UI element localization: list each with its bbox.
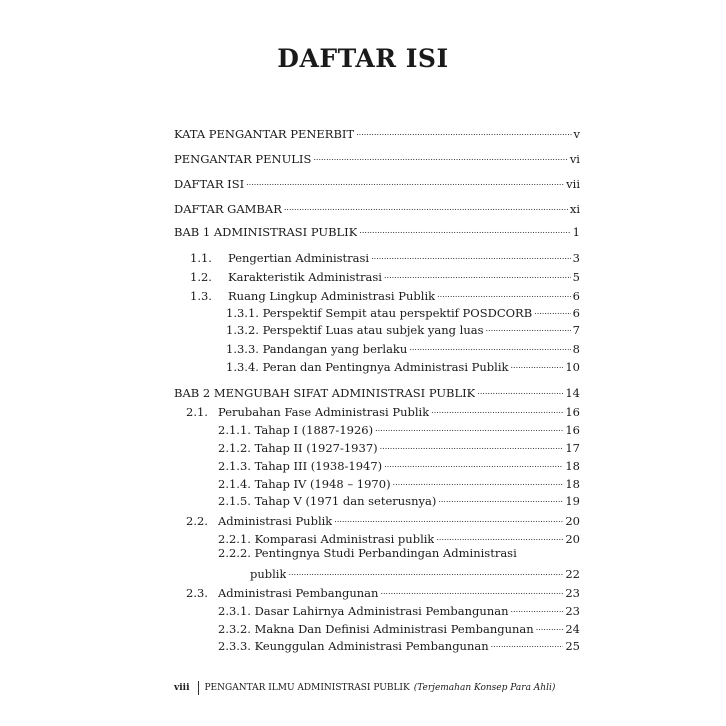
toc-section-entry[interactable]: 2.1. Perubahan Fase Administrasi Publik ..... 16 <box>186 402 580 419</box>
toc-chapter-entry[interactable]: BAB 1 ADMINISTRASI PUBLIK ..... 1 <box>174 222 580 239</box>
running-title: PENGANTAR ILMU ADMINISTRASI PUBLIK <box>204 683 410 693</box>
toc-section-entry[interactable]: 1.2. Karakteristik Administrasi ..... 5 <box>190 267 580 284</box>
page-title: DAFTAR ISI <box>277 44 449 73</box>
toc-section-entry[interactable]: 2.2. Administrasi Publik ..... 20 <box>186 511 580 528</box>
toc-section-entry[interactable]: 2.3. Administrasi Pembangunan ..... 23 <box>186 583 580 600</box>
toc-section-entry[interactable]: 1.1. Pengertian Administrasi ..... 3 <box>190 248 580 265</box>
toc-subsection-entry[interactable]: 1.3.1. Perspektif Sempit atau perspektif POSDCORB ..... 6 <box>226 303 580 320</box>
toc-subsection-entry[interactable]: 2.1.3. Tahap III (1938-1947) ..... 18 <box>218 456 580 473</box>
toc-subsection-entry-line1[interactable]: 2.2.2. Pentingnya Studi Perbandingan Administrasi <box>218 546 517 560</box>
toc-chapter-entry[interactable]: BAB 2 MENGUBAH SIFAT ADMINISTRASI PUBLIK ..... 14 <box>174 383 580 400</box>
page-footer <box>174 681 555 695</box>
toc-subsection-entry[interactable]: 2.3.2. Makna Dan Definisi Administrasi Pembangunan ..... 24 <box>218 619 580 636</box>
toc-subsection-entry[interactable]: 2.1.2. Tahap II (1927-1937) ..... 17 <box>218 438 580 455</box>
toc-entry[interactable]: DAFTAR ISI ..... vii <box>174 174 580 191</box>
toc-subsection-entry[interactable]: 2.3.3. Keunggulan Administrasi Pembangunan ..... 25 <box>218 636 580 653</box>
toc-entry[interactable]: KATA PENGANTAR PENERBIT ..... v <box>174 124 580 141</box>
toc-subsection-entry[interactable]: 1.3.2. Perspektif Luas atau subjek yang luas ..... 7 <box>226 320 580 337</box>
toc-subsection-entry[interactable]: 2.1.1. Tahap I (1887-1926) ..... 16 <box>218 420 580 437</box>
toc-subsection-entry[interactable]: 2.1.5. Tahap V (1971 dan seterusnya) ..... 19 <box>218 491 580 508</box>
toc-entry[interactable]: PENGANTAR PENULIS ..... vi <box>174 149 580 166</box>
toc-section-entry[interactable]: 1.3. Ruang Lingkup Administrasi Publik ..... 6 <box>190 286 580 303</box>
toc-entry[interactable]: DAFTAR GAMBAR ..... xi <box>174 199 580 216</box>
toc-subsection-entry[interactable]: 1.3.4. Peran dan Pentingnya Administrasi Publik ..... 10 <box>226 357 580 374</box>
page-number: viii <box>174 683 190 693</box>
toc-subsection-entry[interactable]: 1.3.3. Pandangan yang berlaku ..... 8 <box>226 339 580 356</box>
toc-subsection-entry-line2[interactable]: publik ..... 22 <box>250 564 580 581</box>
toc-subsection-entry[interactable]: 2.2.1. Komparasi Administrasi publik ..... 20 <box>218 529 580 546</box>
footer-divider <box>198 681 199 695</box>
toc-subsection-entry[interactable]: 2.3.1. Dasar Lahirnya Administrasi Pembangunan ..... 23 <box>218 601 580 618</box>
running-subtitle: (Terjemahan Konsep Para Ahli) <box>413 683 556 693</box>
toc-subsection-entry[interactable]: 2.1.4. Tahap IV (1948 – 1970) ..... 18 <box>218 474 580 491</box>
